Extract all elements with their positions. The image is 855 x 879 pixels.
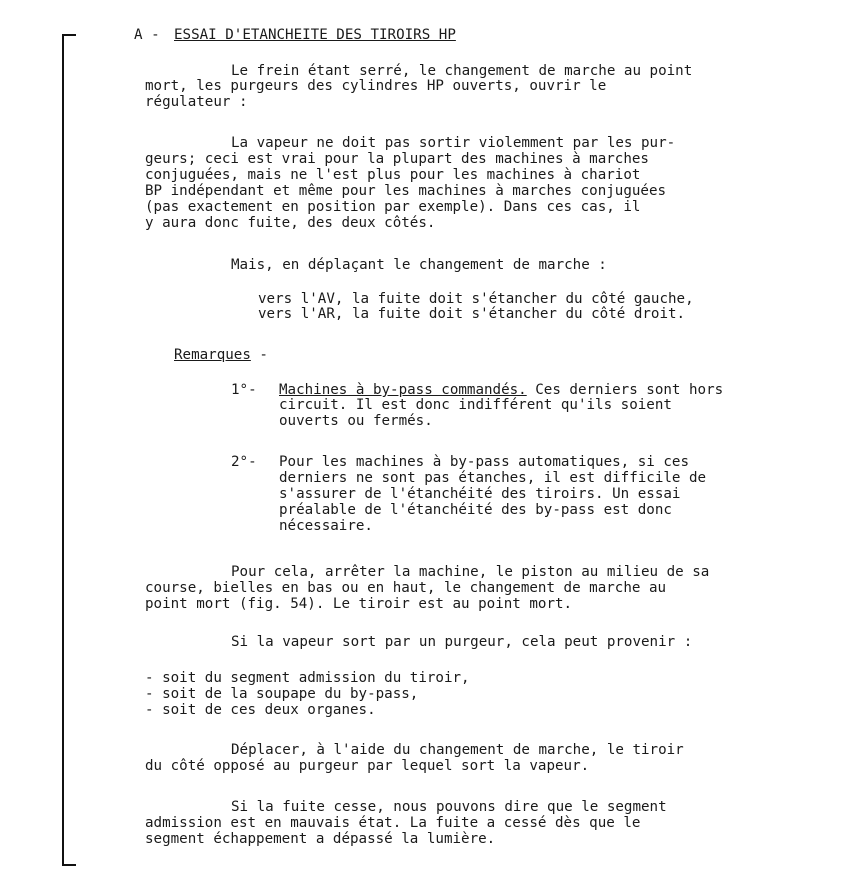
move-line: vers l'AR, la fuite doit s'étancher du côté droit.	[258, 306, 686, 322]
para2-line: BP indépendant et même pour les machines à marches conjuguées	[145, 183, 667, 199]
para2-line: y aura donc fuite, des deux côtés.	[145, 215, 436, 231]
remarks-dash: -	[250, 347, 268, 363]
para2-line: (pas exactement en position par exemple). Dans ces cas, il	[145, 199, 641, 215]
para4-line: Pour cela, arrêter la machine, le piston au milieu de sa	[231, 564, 710, 580]
move-line: vers l'AV, la fuite doit s'étancher du côté gauche,	[258, 291, 694, 307]
section-letter: A -	[134, 27, 160, 43]
remark2-number: 2°-	[231, 454, 257, 470]
remarks-label: Remarques	[174, 347, 251, 363]
para4-line: course, bielles en bas ou en haut, le changement de marche au	[145, 580, 667, 596]
remark1-line: ouverts ou fermés.	[279, 413, 433, 429]
para2-line: conjuguées, mais ne l'est plus pour les machines à chariot	[145, 167, 641, 183]
para7-line: admission est en mauvais état. La fuite a cessé dès que le	[145, 815, 641, 831]
remark1-number: 1°-	[231, 382, 257, 398]
para2-line: La vapeur ne doit pas sortir violemment par les pur-	[231, 135, 676, 151]
remark1-line: circuit. Il est donc indifférent qu'ils soient	[279, 397, 672, 413]
remark1-first-line	[279, 382, 723, 398]
para7-line: Si la fuite cesse, nous pouvons dire que le segment	[231, 799, 667, 815]
remark2-line: derniers ne sont pas étanches, il est difficile de	[279, 470, 707, 486]
para7-line: segment échappement a dépassé la lumière.	[145, 831, 496, 847]
para4-line: point mort (fig. 54). Le tiroir est au point mort.	[145, 596, 573, 612]
remark2-line: préalable de l'étanchéité des by-pass est donc	[279, 502, 672, 518]
margin-bracket	[62, 34, 76, 866]
section-title: ESSAI D'ETANCHEITE DES TIROIRS HP	[174, 27, 456, 43]
remark1-title: Machines à by-pass commandés.	[279, 382, 527, 398]
para1-line: régulateur :	[145, 94, 248, 110]
para3-line: Mais, en déplaçant le changement de marche :	[231, 257, 607, 273]
remark2-line: s'assurer de l'étanchéité des tiroirs. Un essai	[279, 486, 681, 502]
para6-line: Déplacer, à l'aide du changement de marche, le tiroir	[231, 742, 684, 758]
para2-line: geurs; ceci est vrai pour la plupart des machines à marches	[145, 151, 649, 167]
cause-item: - soit de la soupape du by-pass,	[145, 686, 419, 702]
cause-item: - soit de ces deux organes.	[145, 702, 376, 718]
remark2-line: nécessaire.	[279, 518, 373, 534]
para1-line: Le frein étant serré, le changement de marche au point	[231, 63, 693, 79]
para5-line: Si la vapeur sort par un purgeur, cela peut provenir :	[231, 634, 693, 650]
cause-item: - soit du segment admission du tiroir,	[145, 670, 470, 686]
remark1-text: Ces derniers sont hors	[526, 382, 724, 398]
para1-line: mort, les purgeurs des cylindres HP ouverts, ouvrir le	[145, 78, 607, 94]
remarks-heading	[174, 347, 268, 363]
para6-line: du côté opposé au purgeur par lequel sort la vapeur.	[145, 758, 590, 774]
remark2-line: Pour les machines à by-pass automatiques, si ces	[279, 454, 689, 470]
